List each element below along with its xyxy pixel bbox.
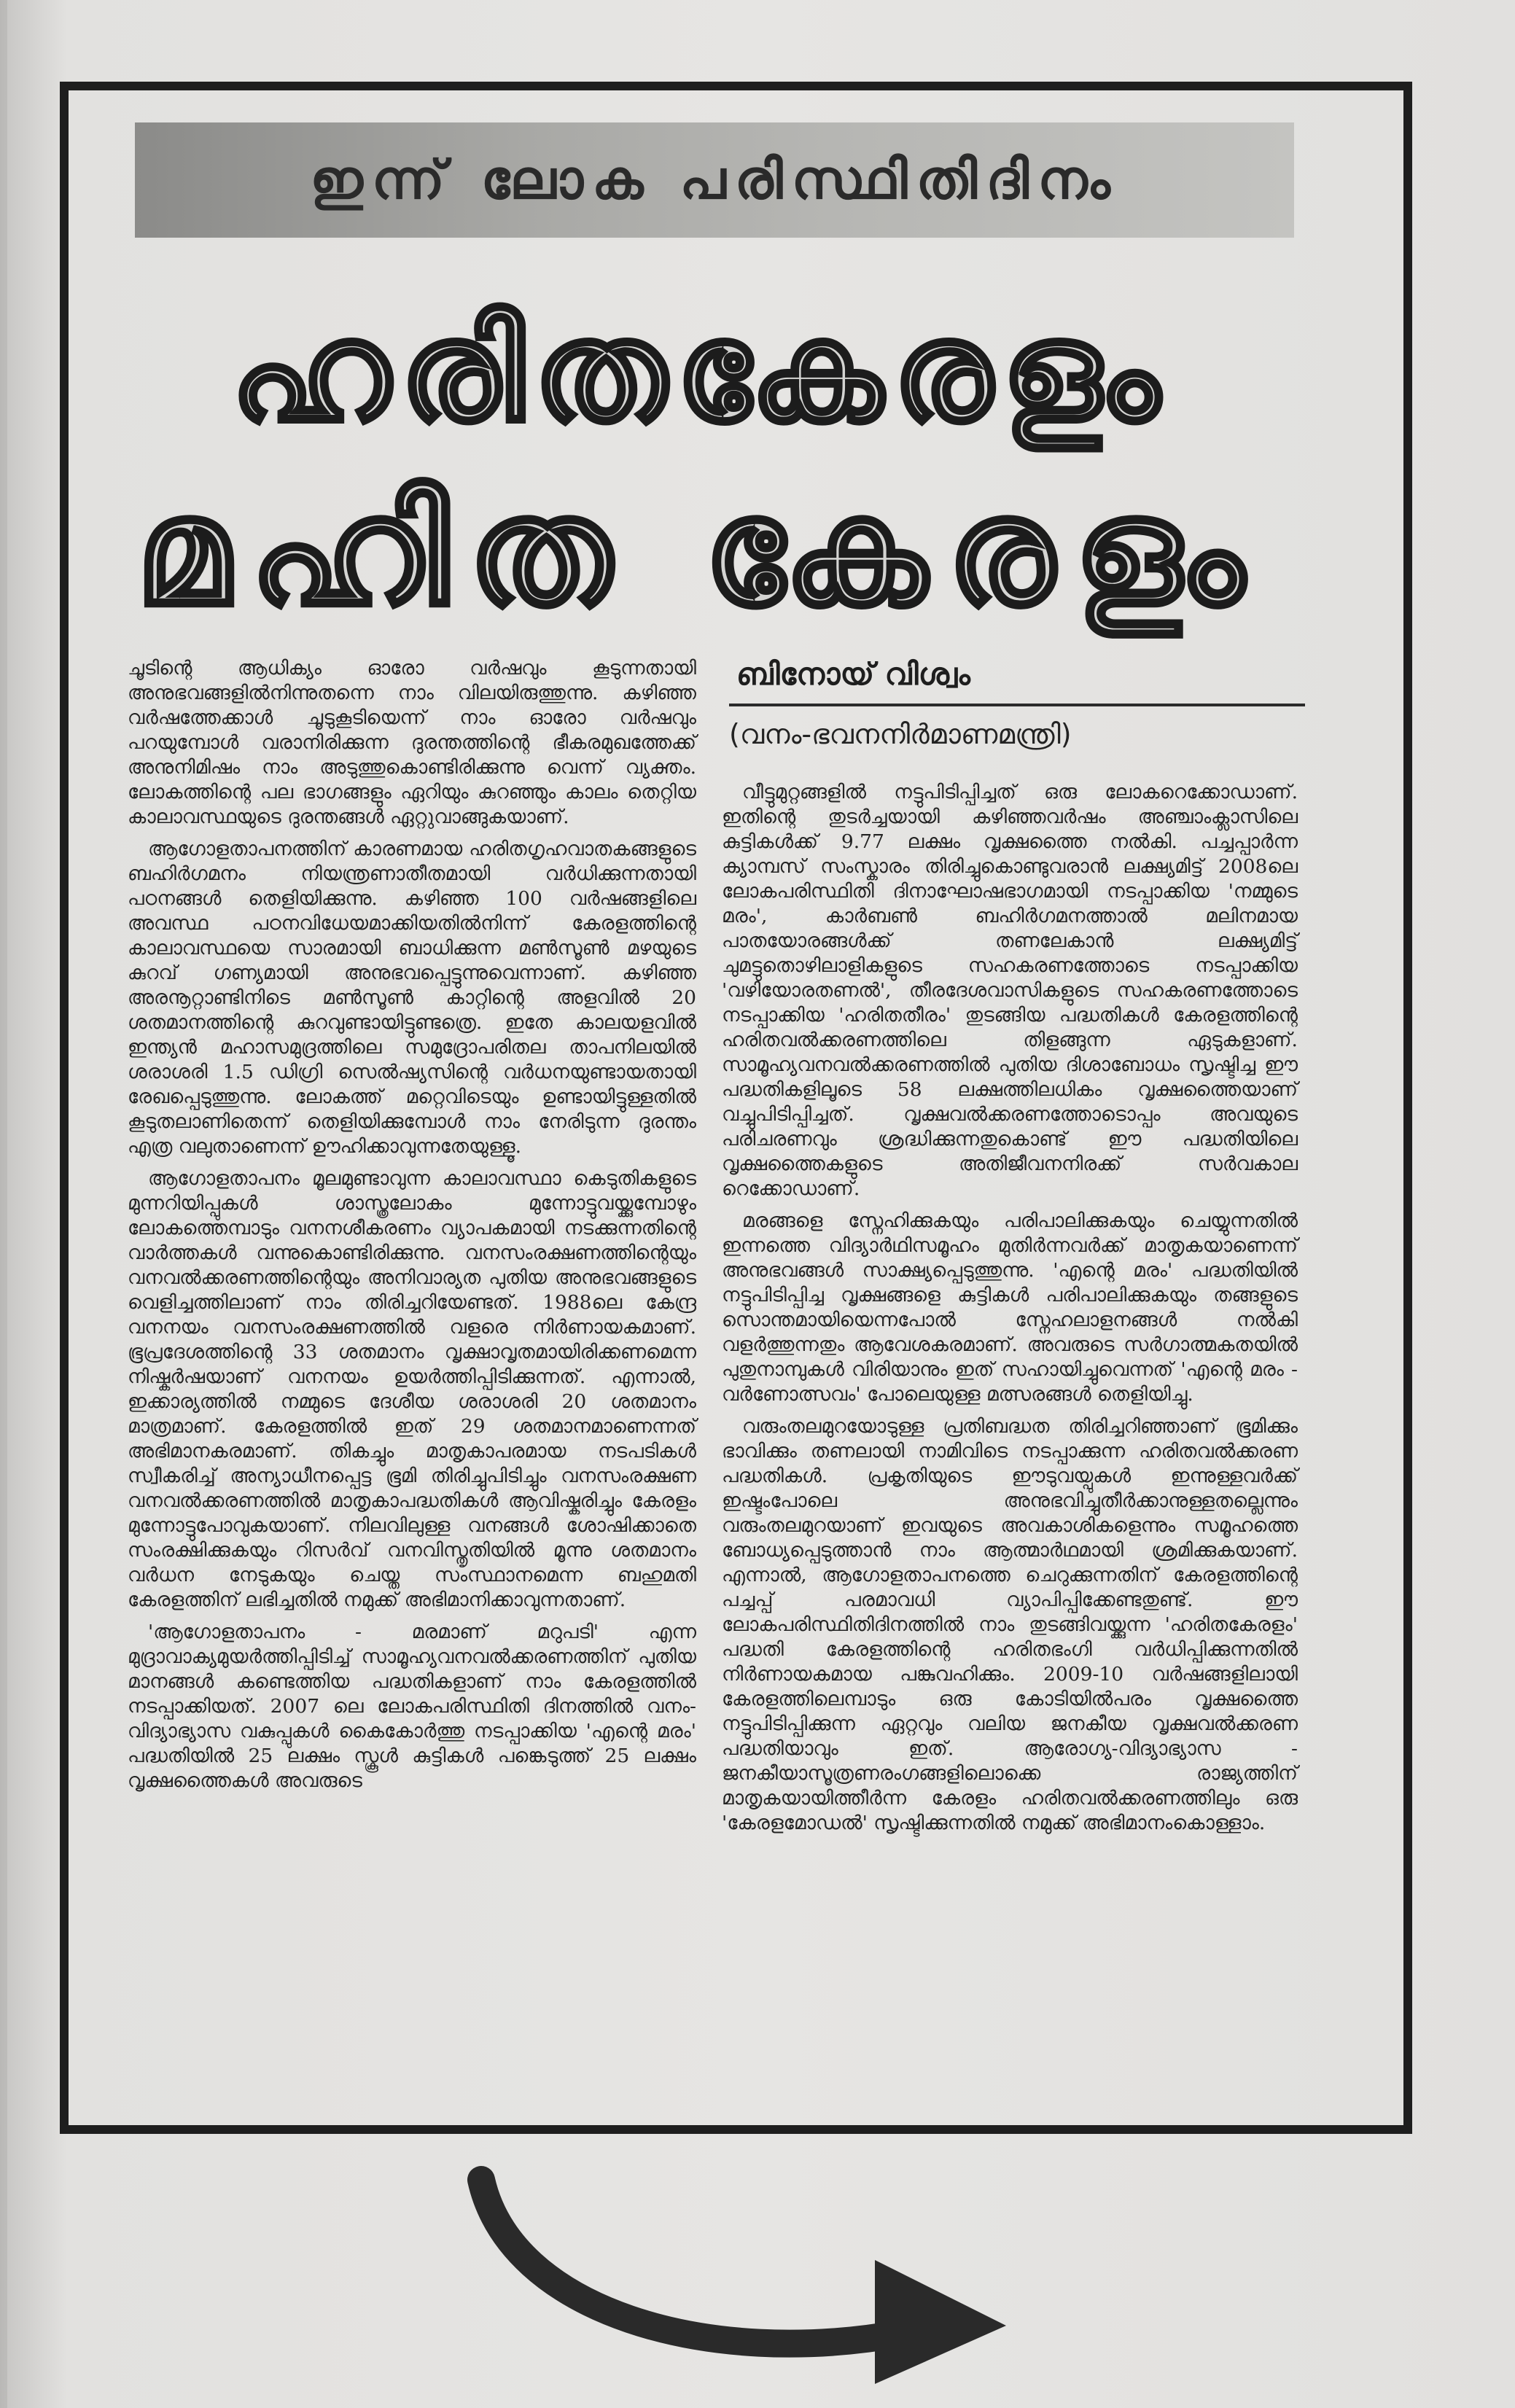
article-right-column: [722, 780, 1298, 1843]
right-paragraph-1: വീട്ടുമുറ്റങ്ങളിൽ നട്ടുപിടിപ്പിച്ചത് ഒരു ലോകറെക്കോഡാണ്. ഇതിന്റെ തുടർച്ചയായി കഴിഞ്ഞവർഷം അഞ്ചാംക്ലാസിലെ കുട്ടികൾക്ക് 9.77 ലക്ഷം വൃക്ഷത്തൈ നൽകി. പച്ചപ്പാർന്ന ക്യാമ്പസ് സംസ്കാരം തിരിച്ചുകൊണ്ടുവരാൻ ലക്ഷ്യമിട്ട് 2008ലെ ലോകപരിസ്ഥിതി ദിനാഘോഷഭാഗമായി നടപ്പാക്കിയ 'നമ്മുടെ മരം', കാർബൺ ബഹിർഗമനത്താൽ മലിനമായ പാതയോരങ്ങൾക്ക് തണലേകാൻ ലക്ഷ്യമിട്ട് ചുമട്ടുതൊഴിലാളികളുടെ സഹകരണത്തോടെ നടപ്പാക്കിയ 'വഴിയോരതണൽ', തീരദേശവാസികളുടെ സഹകരണത്തോടെ നടപ്പാക്കിയ 'ഹരിതതീരം' തുടങ്ങിയ പദ്ധതികൾ കേരളത്തിന്റെ ഹരിതവൽക്കരണത്തിലെ തിളങ്ങുന്ന ഏടുകളാണ്. സാമൂഹ്യവനവൽക്കരണത്തിൽ പുതിയ ദിശാബോധം സൃഷ്ടിച്ച ഈ പദ്ധതികളിലൂടെ 58 ലക്ഷത്തിലധികം വൃക്ഷത്തൈയാണ് വച്ചുപിടിപ്പിച്ചത്. വൃക്ഷവൽക്കരണത്തോടൊപ്പം അവയുടെ പരിചരണവും ശ്രദ്ധിക്കുന്നതുകൊണ്ട് ഈ പദ്ധതിയിലെ വൃക്ഷത്തൈകളുടെ അതിജീവനനിരക്ക് സർവകാല റെക്കോഡാണ്.: [722, 781, 1298, 1200]
article-left-column: [128, 656, 696, 1801]
left-paragraph-4: 'ആഗോളതാപനം - മരമാണ് മറുപടി' എന്ന മുദ്രാവാക്യമുയർത്തിപ്പിടിച്ച് സാമൂഹ്യവനവൽക്കരണത്തിന് പുതിയ മാനങ്ങൾ കണ്ടെത്തിയ പദ്ധതികളാണ് നാം കേരളത്തിൽ നടപ്പാക്കിയത്. 2007 ലെ ലോകപരിസ്ഥിതി ദിനത്തിൽ വനം-വിദ്യാഭ്യാസ വകുപ്പുകൾ കൈകോർത്തു നടപ്പാക്കിയ 'എന്റെ മരം' പദ്ധതിയിൽ 25 ലക്ഷം സ്കൂൾ കുട്ടികൾ പങ്കെടുത്ത് 25 ലക്ഷം വൃക്ഷത്തൈകൾ അവരുടെ: [128, 1621, 696, 1792]
author-name: ബിനോയ് വിശ്വം: [736, 656, 970, 692]
headline-line-2: മഹിത കേരളം: [136, 465, 1264, 639]
right-paragraph-2: മരങ്ങളെ സ്നേഹിക്കുകയും പരിപാലിക്കുകയും ചെയ്യുന്നതിൽ ഇന്നത്തെ വിദ്യാർഥിസമൂഹം മുതിർന്നവർക്ക് മാതൃകയാണെന്ന് അനുഭവങ്ങൾ സാക്ഷ്യപ്പെടുത്തുന്നു. 'എന്റെ മരം' പദ്ധതിയിൽ നട്ടുപിടിപ്പിച്ച വൃക്ഷങ്ങളെ കുട്ടികൾ പരിപാലിക്കുകയും തങ്ങളുടെ സൊന്തമായിയെന്നപോൽ സ്നേഹലാളനങ്ങൾ നൽകി വളർത്തുന്നതും ആവേശകരമാണ്. അവരുടെ സർഗാത്മകതയിൽ പുതുനാമ്പുകൾ വിരിയാനും ഇത് സഹായിച്ചുവെന്നത് 'എന്റെ മരം - വർണോത്സവം' പോലെയുള്ള മത്സരങ്ങൾ തെളിയിച്ചു.: [722, 1209, 1298, 1406]
right-paragraph-3: വരുംതലമുറയോടുള്ള പ്രതിബദ്ധത തിരിച്ചറിഞ്ഞാണ് ഭൂമിക്കും ഭാവിക്കും തണലായി നാമിവിടെ നടപ്പാക്കുന്ന ഹരിതവൽക്കരണ പദ്ധതികൾ. പ്രകൃതിയുടെ ഈടുവയ്പുകൾ ഇന്നുള്ളവർക്ക് ഇഷ്ടംപോലെ അനുഭവിച്ചുതീർക്കാനുള്ളതല്ലെന്നും വരുംതലമുറയാണ് ഇവയുടെ അവകാശികളെന്നും സമൂഹത്തെ ബോധ്യപ്പെടുത്താൻ നാം ആത്മാർഥമായി ശ്രമിക്കുകയാണ്. എന്നാൽ, ആഗോളതാപനത്തെ ചെറുക്കുന്നതിന് കേരളത്തിന്റെ പച്ചപ്പ് പരമാവധി വ്യാപിപ്പിക്കേണ്ടതുണ്ട്. ഈ ലോകപരിസ്ഥിതിദിനത്തിൽ നാം തുടങ്ങിവയ്ക്കുന്ന 'ഹരിതകേരളം' പദ്ധതി കേരളത്തിന്റെ ഹരിതഭംഗി വർധിപ്പിക്കുന്നതിൽ നിർണായകമായ പങ്കുവഹിക്കും. 2009-10 വർഷങ്ങളിലായി കേരളത്തിലെമ്പാടും ഒരു കോടിയിൽപരം വൃക്ഷത്തൈ നട്ടുപിടിപ്പിക്കുന്ന ഏറ്റവും വലിയ ജനകീയ വൃക്ഷവൽക്കരണ പദ്ധതിയാവും ഇത്. ആരോഗ്യ-വിദ്യാഭ്യാസ - ജനകീയാസൂത്രണരംഗങ്ങളിലൊക്കെ രാജ്യത്തിന് മാതൃകയായിത്തീർന്ന കേരളം ഹരിതവൽക്കരണത്തിലും ഒരു 'കേരളമോഡൽ' സൃഷ്ടിക്കുന്നതിൽ നമുക്ക് അഭിമാനംകൊള്ളാം.: [722, 1415, 1298, 1834]
kicker-text: ഇന്ന് ലോക പരിസ്ഥിതിദിനം: [310, 148, 1119, 211]
left-paragraph-1: ചൂടിന്റെ ആധിക്യം ഓരോ വർഷവും കൂടുന്നതായി അനുഭവങ്ങളിൽനിന്നുതന്നെ നാം വിലയിരുത്തുന്നു. കഴിഞ്ഞ വർഷത്തേക്കാൾ ചൂടുകൂടിയെന്ന് നാം ഓരോ വർഷവും പറയുമ്പോൾ വരാനിരിക്കുന്ന ദുരന്തത്തിന്റെ ഭീകരമുഖത്തേക്ക് അനുനിമിഷം നാം അടുത്തുകൊണ്ടിരിക്കുന്നു വെന്ന് വ്യക്തം. ലോകത്തിന്റെ പല ഭാഗങ്ങളും ഏറിയും കുറഞ്ഞും കാലം തെറ്റിയ കാലാവസ്ഥയുടെ ദുരന്തങ്ങൾ ഏറ്റുവാങ്ങുകയാണ്.: [128, 657, 696, 828]
headline-line-1: ഹരിതകേരളം: [230, 291, 1169, 452]
left-paragraph-3: ആഗോളതാപനം മൂലമുണ്ടാവുന്ന കാലാവസ്ഥാ കെടുതികളുടെ മുന്നറിയിപ്പുകൾ ശാസ്ത്രലോകം മുന്നോട്ടുവയ്ക്കുമ്പോഴും ലോകത്തെമ്പാടും വനനശീകരണം വ്യാപകമായി നടക്കുന്നതിന്റെ വാർത്തകൾ വന്നുകൊണ്ടിരിക്കുന്നു. വനസംരക്ഷണത്തിന്റെയും വനവൽക്കരണത്തിന്റെയും അനിവാര്യത പുതിയ അനുഭവങ്ങളുടെ വെളിച്ചത്തിലാണ് നാം തിരിച്ചറിയേണ്ടത്. 1988ലെ കേന്ദ്ര വനനയം വനസംരക്ഷണത്തിൽ വളരെ നിർണായകമാണ്. ഭൂപ്രദേശത്തിന്റെ 33 ശതമാനം വൃക്ഷാവൃതമായിരിക്കണമെന്ന നിഷ്കർഷയാണ് വനനയം ഉയർത്തിപ്പിടിക്കുന്നത്. എന്നാൽ, ഇക്കാര്യത്തിൽ നമ്മുടെ ദേശീയ ശരാശരി 20 ശതമാനം മാത്രമാണ്. കേരളത്തിൽ ഇത് 29 ശതമാനമാണെന്നത് അഭിമാനകരമാണ്. തികച്ചും മാതൃകാപരമായ നടപടികൾ സ്വീകരിച്ച് അന്യാധീനപ്പെട്ട ഭൂമി തിരിച്ചുപിടിച്ചും വനസംരക്ഷണ വനവൽക്കരണത്തിൽ മാതൃകാപദ്ധതികൾ ആവിഷ്കരിച്ചും കേരളം മുന്നോട്ടുപോവുകയാണ്. നിലവിലുള്ള വനങ്ങൾ ശോഷിക്കാതെ സംരക്ഷിക്കുകയും റിസർവ് വനവിസ്തൃതിയിൽ മൂന്നു ശതമാനം വർധന നേടുകയും ചെയ്ത സംസ്ഥാനമെന്ന ബഹുമതി കേരളത്തിന് ലഭിച്ചതിൽ നമുക്ക് അഭിമാനിക്കാവുന്നതാണ്.: [128, 1167, 696, 1611]
kicker-band: [135, 122, 1294, 238]
hand-drawn-arrow-icon: [467, 2151, 1021, 2391]
author-designation: (വനം-ഭവനനിർമാണമന്ത്രി): [729, 718, 1072, 750]
byline-divider: [729, 704, 1305, 706]
left-paragraph-2: ആഗോളതാപനത്തിന് കാരണമായ ഹരിതഗൃഹവാതകങ്ങളുടെ ബഹിർഗമനം നിയന്ത്രണാതീതമായി വർധിക്കുന്നതായി പഠനങ്ങൾ തെളിയിക്കുന്നു. കഴിഞ്ഞ 100 വർഷങ്ങളിലെ അവസ്ഥ പഠനവിധേയമാക്കിയതിൽനിന്ന് കേരളത്തിന്റെ കാലാവസ്ഥയെ സാരമായി ബാധിക്കുന്ന മൺസൂൺ മഴയുടെ കുറവ് ഗണ്യമായി അനുഭവപ്പെട്ടുന്നുവെന്നാണ്. കഴിഞ്ഞ അരനൂറ്റാണ്ടിനിടെ മൺസൂൺ കാറ്റിന്റെ അളവിൽ 20 ശതമാനത്തിന്റെ കുറവുണ്ടായിട്ടുണ്ടത്രെ. ഇതേ കാലയളവിൽ ഇന്ത്യൻ മഹാസമുദ്രത്തിലെ സമുദ്രോപരിതല താപനിലയിൽ ശരാശരി 1.5 ഡിഗ്രി സെൽഷ്യസിന്റെ വർധനയുണ്ടായതായി രേഖപ്പെടുത്തുന്നു. ലോകത്ത് മറ്റെവിടെയും ഉണ്ടായിട്ടുള്ളതിൽ കൂടുതലാണിതെന്ന് തെളിയിക്കുമ്പോൾ നാം നേരിടുന്ന ദുരന്തം എത്ര വലുതാണെന്ന് ഊഹിക്കാവുന്നതേയുള്ളൂ.: [128, 838, 696, 1158]
